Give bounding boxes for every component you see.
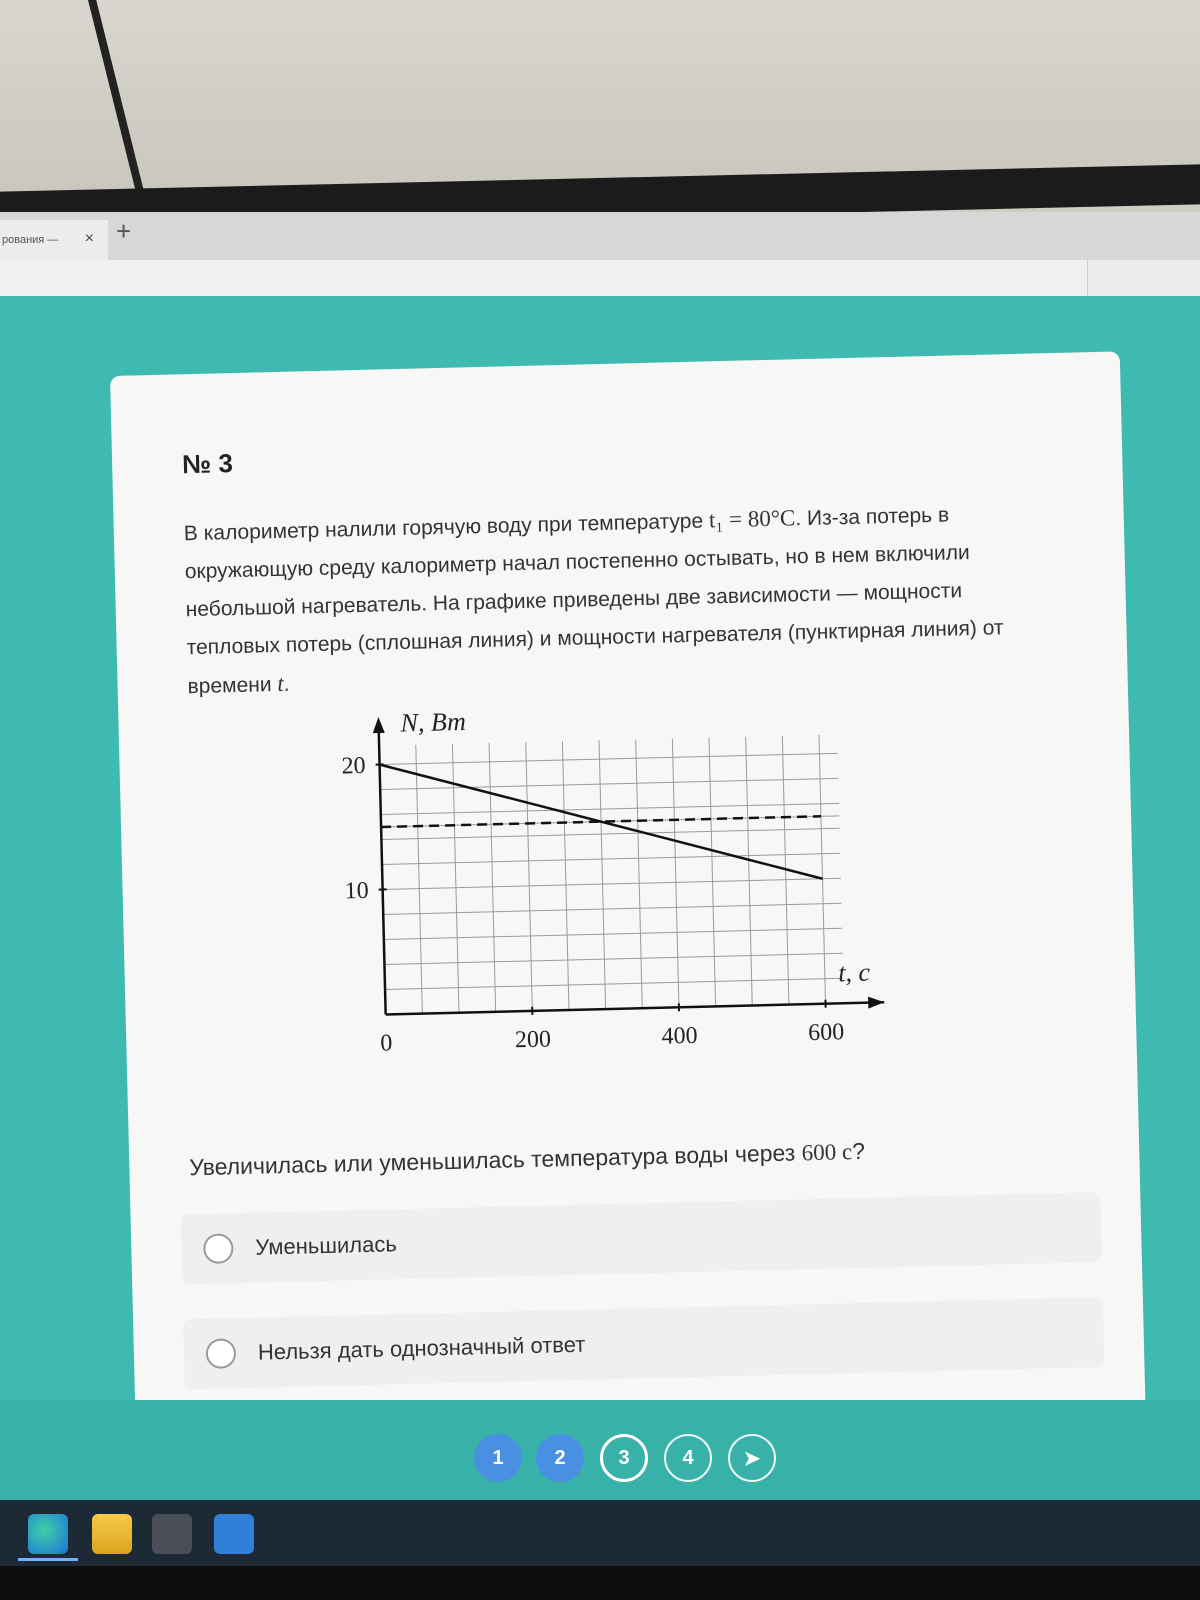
mail-icon[interactable] — [214, 1514, 254, 1554]
x-axis-label: t, с — [837, 957, 871, 988]
file-explorer-icon[interactable] — [92, 1514, 132, 1554]
grid-line-vertical — [746, 737, 753, 1006]
grid-line-horizontal — [382, 853, 840, 864]
grid-line-vertical — [819, 735, 826, 1004]
prompt-part2: ? — [851, 1137, 866, 1165]
grid-line-horizontal — [380, 753, 838, 764]
radio-button[interactable] — [203, 1233, 234, 1264]
y-axis-label: N, Вт — [400, 706, 467, 738]
x-tick-label: 0 — [380, 1030, 393, 1057]
prompt-part1: Увеличилась или уменьшилась температура воды через — [189, 1139, 802, 1181]
grid-line-horizontal — [383, 903, 841, 914]
answer-option-label: Нельзя дать однозначный ответ — [257, 1331, 586, 1365]
y-tick-label: 10 — [344, 877, 369, 905]
chart — [318, 702, 907, 1096]
next-arrow-icon[interactable]: ➤ — [728, 1434, 776, 1482]
t1-formula: t₁ = 80°C — [708, 505, 796, 533]
question-number: № 3 — [181, 448, 234, 480]
question-text-part1: В калориметр налили горячую воду при температуре — [183, 509, 710, 546]
x-tick-label: 200 — [514, 1026, 552, 1054]
grid-line-horizontal — [384, 928, 842, 939]
question-text — [183, 493, 1047, 706]
grid-line-vertical — [636, 740, 643, 1009]
monitor-bottom-bezel — [0, 1566, 1200, 1600]
grid-line-horizontal — [381, 803, 839, 814]
question-prompt — [189, 1138, 865, 1182]
question-text-part2: . Из-за потерь в окружающую среду калориметр начал постепенно остывать, но в нем включили небольшой нагреватель. На графике приведены две зависимости — мощности тепловых потерь (сплошная линия) и мощности нагревателя (пунктирная линия) от времени — [184, 503, 1004, 699]
grid-line-horizontal — [384, 953, 842, 964]
radio-button[interactable] — [206, 1338, 237, 1369]
answer-option-1[interactable] — [181, 1192, 1102, 1284]
grid-line-vertical — [562, 741, 569, 1010]
store-icon[interactable] — [152, 1514, 192, 1554]
browser-toolbar — [0, 260, 1200, 300]
question-pagination — [0, 1400, 1200, 1500]
question-card — [110, 351, 1146, 1435]
grid-line-horizontal — [383, 878, 841, 889]
grid-line-vertical — [489, 743, 496, 1012]
tab-close-icon[interactable]: × — [84, 230, 94, 247]
grid-line-horizontal — [381, 828, 839, 839]
tab-title: рования — — [2, 234, 59, 246]
new-tab-icon[interactable]: + — [116, 216, 132, 246]
chart-svg — [318, 702, 907, 1096]
answer-option-label: Уменьшилась — [255, 1231, 398, 1260]
grid-line-vertical — [672, 739, 679, 1008]
page-button-1[interactable]: 1 — [474, 1434, 522, 1482]
browser-tab[interactable] — [0, 220, 108, 260]
page-button-3[interactable]: 3 — [600, 1434, 648, 1482]
y-axis-arrow — [372, 717, 384, 733]
edge-browser-icon[interactable] — [28, 1514, 68, 1554]
browser-tab-bar — [0, 212, 1200, 260]
heat-loss-line — [380, 754, 823, 890]
grid-line-vertical — [709, 738, 716, 1007]
grid-line-vertical — [599, 740, 606, 1009]
answer-option-2[interactable] — [183, 1297, 1104, 1389]
grid-line-horizontal — [385, 978, 843, 989]
active-app-indicator — [18, 1558, 78, 1561]
x-tick-label: 600 — [807, 1019, 845, 1047]
grid-line-vertical — [416, 745, 423, 1014]
grid-line-vertical — [526, 742, 533, 1011]
grid-line-horizontal — [380, 778, 838, 789]
prompt-value: 600 с — [801, 1139, 853, 1166]
x-tick-label: 400 — [661, 1022, 698, 1050]
question-text-part3: . — [283, 672, 290, 696]
page-button-4[interactable]: 4 — [664, 1434, 712, 1482]
page-background — [0, 296, 1200, 1400]
y-axis — [379, 727, 386, 1014]
t-variable: t — [277, 670, 285, 696]
y-tick-label: 20 — [341, 752, 366, 780]
x-axis — [386, 1002, 885, 1014]
x-axis-arrow — [868, 996, 884, 1008]
page-button-2[interactable]: 2 — [536, 1434, 584, 1482]
